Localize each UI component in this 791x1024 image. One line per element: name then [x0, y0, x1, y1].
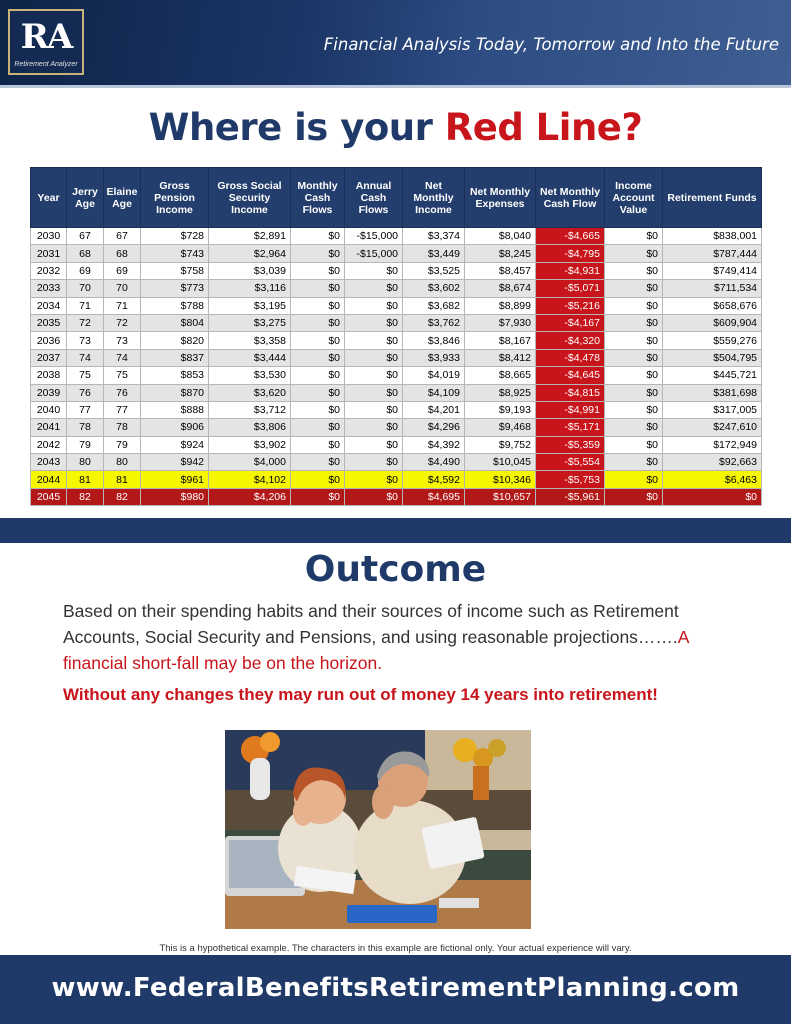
table-cell: 68: [104, 245, 141, 262]
table-cell: 73: [67, 332, 104, 349]
table-row: [31, 297, 762, 314]
table-cell: 81: [67, 471, 104, 488]
table-cell: $0: [291, 367, 345, 384]
disclaimer: This is a hypothetical example. The characters in this example are fictional only. Your actual experience will vary.: [159, 943, 632, 954]
table-cell: 79: [104, 436, 141, 453]
table-cell: -$15,000: [345, 228, 403, 245]
table-cell: 2043: [31, 454, 67, 471]
table-cell: $0: [605, 332, 663, 349]
table-cell: -$4,645: [536, 367, 605, 384]
tagline: Financial Analysis Today, Tomorrow and Into the Future: [323, 35, 779, 54]
table-cell: $0: [345, 262, 403, 279]
table-cell: 68: [67, 245, 104, 262]
table-cell: $6,463: [663, 471, 762, 488]
title-part1: Where is your: [148, 106, 445, 149]
table-cell: 81: [104, 471, 141, 488]
table-cell: $906: [141, 419, 209, 436]
table-cell: $9,193: [465, 401, 536, 418]
table-cell: 2033: [31, 280, 67, 297]
table-cell: 2030: [31, 228, 67, 245]
header-banner: [0, 0, 791, 88]
table-row: [31, 471, 762, 488]
table-cell: 77: [67, 401, 104, 418]
table-cell: $853: [141, 367, 209, 384]
table-cell: -$4,795: [536, 245, 605, 262]
outcome-warning: Without any changes they may run out of money 14 years into retirement!: [63, 685, 658, 704]
table-cell: $804: [141, 314, 209, 331]
table-cell: 80: [104, 454, 141, 471]
table-cell: $961: [141, 471, 209, 488]
table-cell: 2040: [31, 401, 67, 418]
table-cell: -$5,359: [536, 436, 605, 453]
table-cell: $0: [291, 332, 345, 349]
table-cell: $0: [605, 228, 663, 245]
table-row: [31, 280, 762, 297]
table-cell: 72: [104, 314, 141, 331]
table-cell: $559,276: [663, 332, 762, 349]
table-cell: 70: [104, 280, 141, 297]
table-cell: $0: [605, 454, 663, 471]
table-cell: $7,930: [465, 314, 536, 331]
table-cell: 72: [67, 314, 104, 331]
table-cell: -$5,961: [536, 488, 605, 505]
column-header: Annual Cash Flows: [345, 168, 403, 228]
column-header: Year: [31, 168, 67, 228]
table-cell: $0: [291, 454, 345, 471]
table-cell: $711,534: [663, 280, 762, 297]
table-cell: 2032: [31, 262, 67, 279]
column-header: Net Monthly Income: [403, 168, 465, 228]
table-cell: $0: [291, 280, 345, 297]
table-cell: $4,201: [403, 401, 465, 418]
table-cell: 75: [67, 367, 104, 384]
table-cell: 69: [104, 262, 141, 279]
table-cell: $3,806: [209, 419, 291, 436]
table-cell: 67: [67, 228, 104, 245]
table-cell: $4,392: [403, 436, 465, 453]
table-cell: $0: [345, 488, 403, 505]
table-cell: $0: [605, 471, 663, 488]
table-cell: $92,663: [663, 454, 762, 471]
table-cell: $8,674: [465, 280, 536, 297]
table-cell: $3,039: [209, 262, 291, 279]
table-cell: 70: [67, 280, 104, 297]
table-cell: $0: [605, 262, 663, 279]
table-cell: $3,602: [403, 280, 465, 297]
table-cell: $0: [291, 488, 345, 505]
table-cell: 76: [67, 384, 104, 401]
outcome-text: [63, 598, 743, 676]
table-cell: $0: [291, 419, 345, 436]
table-cell: -$5,216: [536, 297, 605, 314]
table-cell: 2034: [31, 297, 67, 314]
table-cell: 80: [67, 454, 104, 471]
table-cell: $172,949: [663, 436, 762, 453]
table-cell: $728: [141, 228, 209, 245]
table-cell: -$5,753: [536, 471, 605, 488]
table-header-row: [31, 168, 762, 228]
table-cell: 2044: [31, 471, 67, 488]
table-cell: 71: [104, 297, 141, 314]
table-cell: 2031: [31, 245, 67, 262]
table-cell: $8,040: [465, 228, 536, 245]
table-row: [31, 262, 762, 279]
table-cell: $980: [141, 488, 209, 505]
table-cell: $4,592: [403, 471, 465, 488]
table-cell: $924: [141, 436, 209, 453]
table-cell: $4,102: [209, 471, 291, 488]
title-red-line: Red Line?: [444, 106, 643, 149]
table-cell: $8,167: [465, 332, 536, 349]
table-cell: 2045: [31, 488, 67, 505]
column-header: Elaine Age: [104, 168, 141, 228]
table-cell: $4,000: [209, 454, 291, 471]
table-cell: 82: [67, 488, 104, 505]
table-cell: $3,762: [403, 314, 465, 331]
table-cell: $0: [605, 297, 663, 314]
table-cell: $0: [345, 332, 403, 349]
table-cell: $0: [605, 419, 663, 436]
table-cell: $504,795: [663, 349, 762, 366]
column-header: Retirement Funds: [663, 168, 762, 228]
table-cell: $3,902: [209, 436, 291, 453]
table-cell: $4,206: [209, 488, 291, 505]
table-cell: 67: [104, 228, 141, 245]
table-row: [31, 454, 762, 471]
table-cell: $0: [345, 384, 403, 401]
table-cell: 73: [104, 332, 141, 349]
table-cell: $3,449: [403, 245, 465, 262]
table-cell: $0: [291, 314, 345, 331]
table-row: [31, 228, 762, 245]
table-cell: $749,414: [663, 262, 762, 279]
table-cell: $0: [291, 436, 345, 453]
table-cell: $3,846: [403, 332, 465, 349]
table-cell: 76: [104, 384, 141, 401]
table-cell: 77: [104, 401, 141, 418]
table-cell: $888: [141, 401, 209, 418]
table-cell: $10,346: [465, 471, 536, 488]
table-cell: $0: [605, 349, 663, 366]
table-cell: $0: [605, 314, 663, 331]
column-header: Jerry Age: [67, 168, 104, 228]
table-row: [31, 419, 762, 436]
column-header: Gross Social Security Income: [209, 168, 291, 228]
table-cell: $445,721: [663, 367, 762, 384]
table-cell: $0: [345, 419, 403, 436]
table-cell: $0: [291, 384, 345, 401]
table-cell: $8,665: [465, 367, 536, 384]
table-cell: $0: [345, 314, 403, 331]
table-cell: $3,620: [209, 384, 291, 401]
table-row: [31, 401, 762, 418]
table-cell: $743: [141, 245, 209, 262]
table-cell: $0: [605, 384, 663, 401]
table-cell: $3,682: [403, 297, 465, 314]
table-cell: $381,698: [663, 384, 762, 401]
table-cell: 74: [104, 349, 141, 366]
column-header: Income Account Value: [605, 168, 663, 228]
table-cell: 2038: [31, 367, 67, 384]
table-row: [31, 436, 762, 453]
table-row: [31, 384, 762, 401]
table-cell: $870: [141, 384, 209, 401]
table-row: [31, 367, 762, 384]
table-cell: $820: [141, 332, 209, 349]
table-cell: $0: [345, 454, 403, 471]
table-cell: $3,530: [209, 367, 291, 384]
table-cell: -$5,171: [536, 419, 605, 436]
footer-banner: [0, 955, 791, 1024]
table-cell: $0: [291, 245, 345, 262]
column-header: Net Monthly Cash Flow: [536, 168, 605, 228]
table-cell: $4,019: [403, 367, 465, 384]
column-header: Gross Pension Income: [141, 168, 209, 228]
column-header: Monthly Cash Flows: [291, 168, 345, 228]
section-divider: [0, 518, 791, 543]
photo-worried-couple: [225, 730, 531, 929]
table-cell: 78: [67, 419, 104, 436]
table-cell: $0: [345, 471, 403, 488]
table-cell: 69: [67, 262, 104, 279]
table-cell: $3,712: [209, 401, 291, 418]
table-cell: $788: [141, 297, 209, 314]
table-row: [31, 349, 762, 366]
table-cell: $247,610: [663, 419, 762, 436]
table-cell: $2,891: [209, 228, 291, 245]
table-cell: $3,195: [209, 297, 291, 314]
table-cell: $317,005: [663, 401, 762, 418]
table-cell: 78: [104, 419, 141, 436]
table-cell: $3,444: [209, 349, 291, 366]
table-cell: 2042: [31, 436, 67, 453]
table-cell: -$5,071: [536, 280, 605, 297]
table-cell: $4,695: [403, 488, 465, 505]
table-cell: $758: [141, 262, 209, 279]
table-cell: $0: [605, 367, 663, 384]
table-cell: $0: [345, 280, 403, 297]
table-cell: 2037: [31, 349, 67, 366]
table-cell: $10,045: [465, 454, 536, 471]
table-cell: -$4,815: [536, 384, 605, 401]
table-cell: $0: [605, 245, 663, 262]
table-cell: $10,657: [465, 488, 536, 505]
table-row: [31, 245, 762, 262]
table-cell: $0: [345, 436, 403, 453]
table-cell: $0: [291, 228, 345, 245]
table-cell: $658,676: [663, 297, 762, 314]
table-cell: -$5,554: [536, 454, 605, 471]
outcome-text-main: Based on their spending habits and their sources of income such as Retirement Accounts, Social Security and Pensions, and using reasonable projections…….: [63, 601, 679, 647]
table-cell: -$4,991: [536, 401, 605, 418]
table-cell: -$4,320: [536, 332, 605, 349]
table-cell: $773: [141, 280, 209, 297]
page-title: [0, 106, 791, 149]
table-cell: $0: [291, 262, 345, 279]
table-body: [31, 228, 762, 506]
table-cell: $4,296: [403, 419, 465, 436]
table-row: [31, 488, 762, 505]
table-cell: $9,752: [465, 436, 536, 453]
table-cell: $3,933: [403, 349, 465, 366]
table-cell: -$15,000: [345, 245, 403, 262]
table-cell: 79: [67, 436, 104, 453]
table-cell: $8,412: [465, 349, 536, 366]
table-cell: $4,490: [403, 454, 465, 471]
table-cell: $0: [605, 401, 663, 418]
table-cell: -$4,931: [536, 262, 605, 279]
table-cell: $9,468: [465, 419, 536, 436]
table-cell: $0: [605, 280, 663, 297]
table-cell: $8,457: [465, 262, 536, 279]
table-cell: $942: [141, 454, 209, 471]
table-cell: $3,275: [209, 314, 291, 331]
table-cell: 2036: [31, 332, 67, 349]
table-cell: 82: [104, 488, 141, 505]
table-cell: 71: [67, 297, 104, 314]
table-cell: 2035: [31, 314, 67, 331]
table-cell: $8,245: [465, 245, 536, 262]
logo-text: RA: [20, 17, 72, 57]
table-cell: $3,116: [209, 280, 291, 297]
table-cell: $0: [345, 401, 403, 418]
footer-website-link[interactable]: www.FederalBenefitsRetirementPlanning.com: [51, 973, 740, 1003]
table-cell: $8,925: [465, 384, 536, 401]
table-cell: $8,899: [465, 297, 536, 314]
table-cell: -$4,167: [536, 314, 605, 331]
table-cell: $3,358: [209, 332, 291, 349]
table-cell: $0: [345, 297, 403, 314]
table-cell: $837: [141, 349, 209, 366]
table-cell: $4,109: [403, 384, 465, 401]
outcome-title: Outcome: [304, 549, 487, 590]
table-cell: $0: [663, 488, 762, 505]
table-cell: 2039: [31, 384, 67, 401]
table-cell: $0: [345, 367, 403, 384]
outcome-text-red: A financial short-fall may be on the horizon.: [63, 627, 689, 673]
table-cell: $609,904: [663, 314, 762, 331]
table-cell: $0: [291, 297, 345, 314]
table-cell: 74: [67, 349, 104, 366]
table-cell: -$4,478: [536, 349, 605, 366]
table-cell: $0: [291, 349, 345, 366]
column-header: Net Monthly Expenses: [465, 168, 536, 228]
table-cell: $0: [291, 401, 345, 418]
table-cell: $0: [291, 471, 345, 488]
table-cell: $838,001: [663, 228, 762, 245]
logo: [8, 9, 84, 75]
table-cell: $0: [345, 349, 403, 366]
table-row: [31, 314, 762, 331]
table-cell: $787,444: [663, 245, 762, 262]
table-cell: $0: [605, 488, 663, 505]
table-cell: 75: [104, 367, 141, 384]
table-cell: $3,525: [403, 262, 465, 279]
table-row: [31, 332, 762, 349]
table-cell: $2,964: [209, 245, 291, 262]
table-cell: 2041: [31, 419, 67, 436]
logo-subtitle: Retirement Analyzer: [14, 61, 78, 68]
projection-table: [30, 167, 762, 506]
table-cell: $3,374: [403, 228, 465, 245]
retirement-table: [30, 167, 761, 506]
table-cell: $0: [605, 436, 663, 453]
table-cell: -$4,665: [536, 228, 605, 245]
